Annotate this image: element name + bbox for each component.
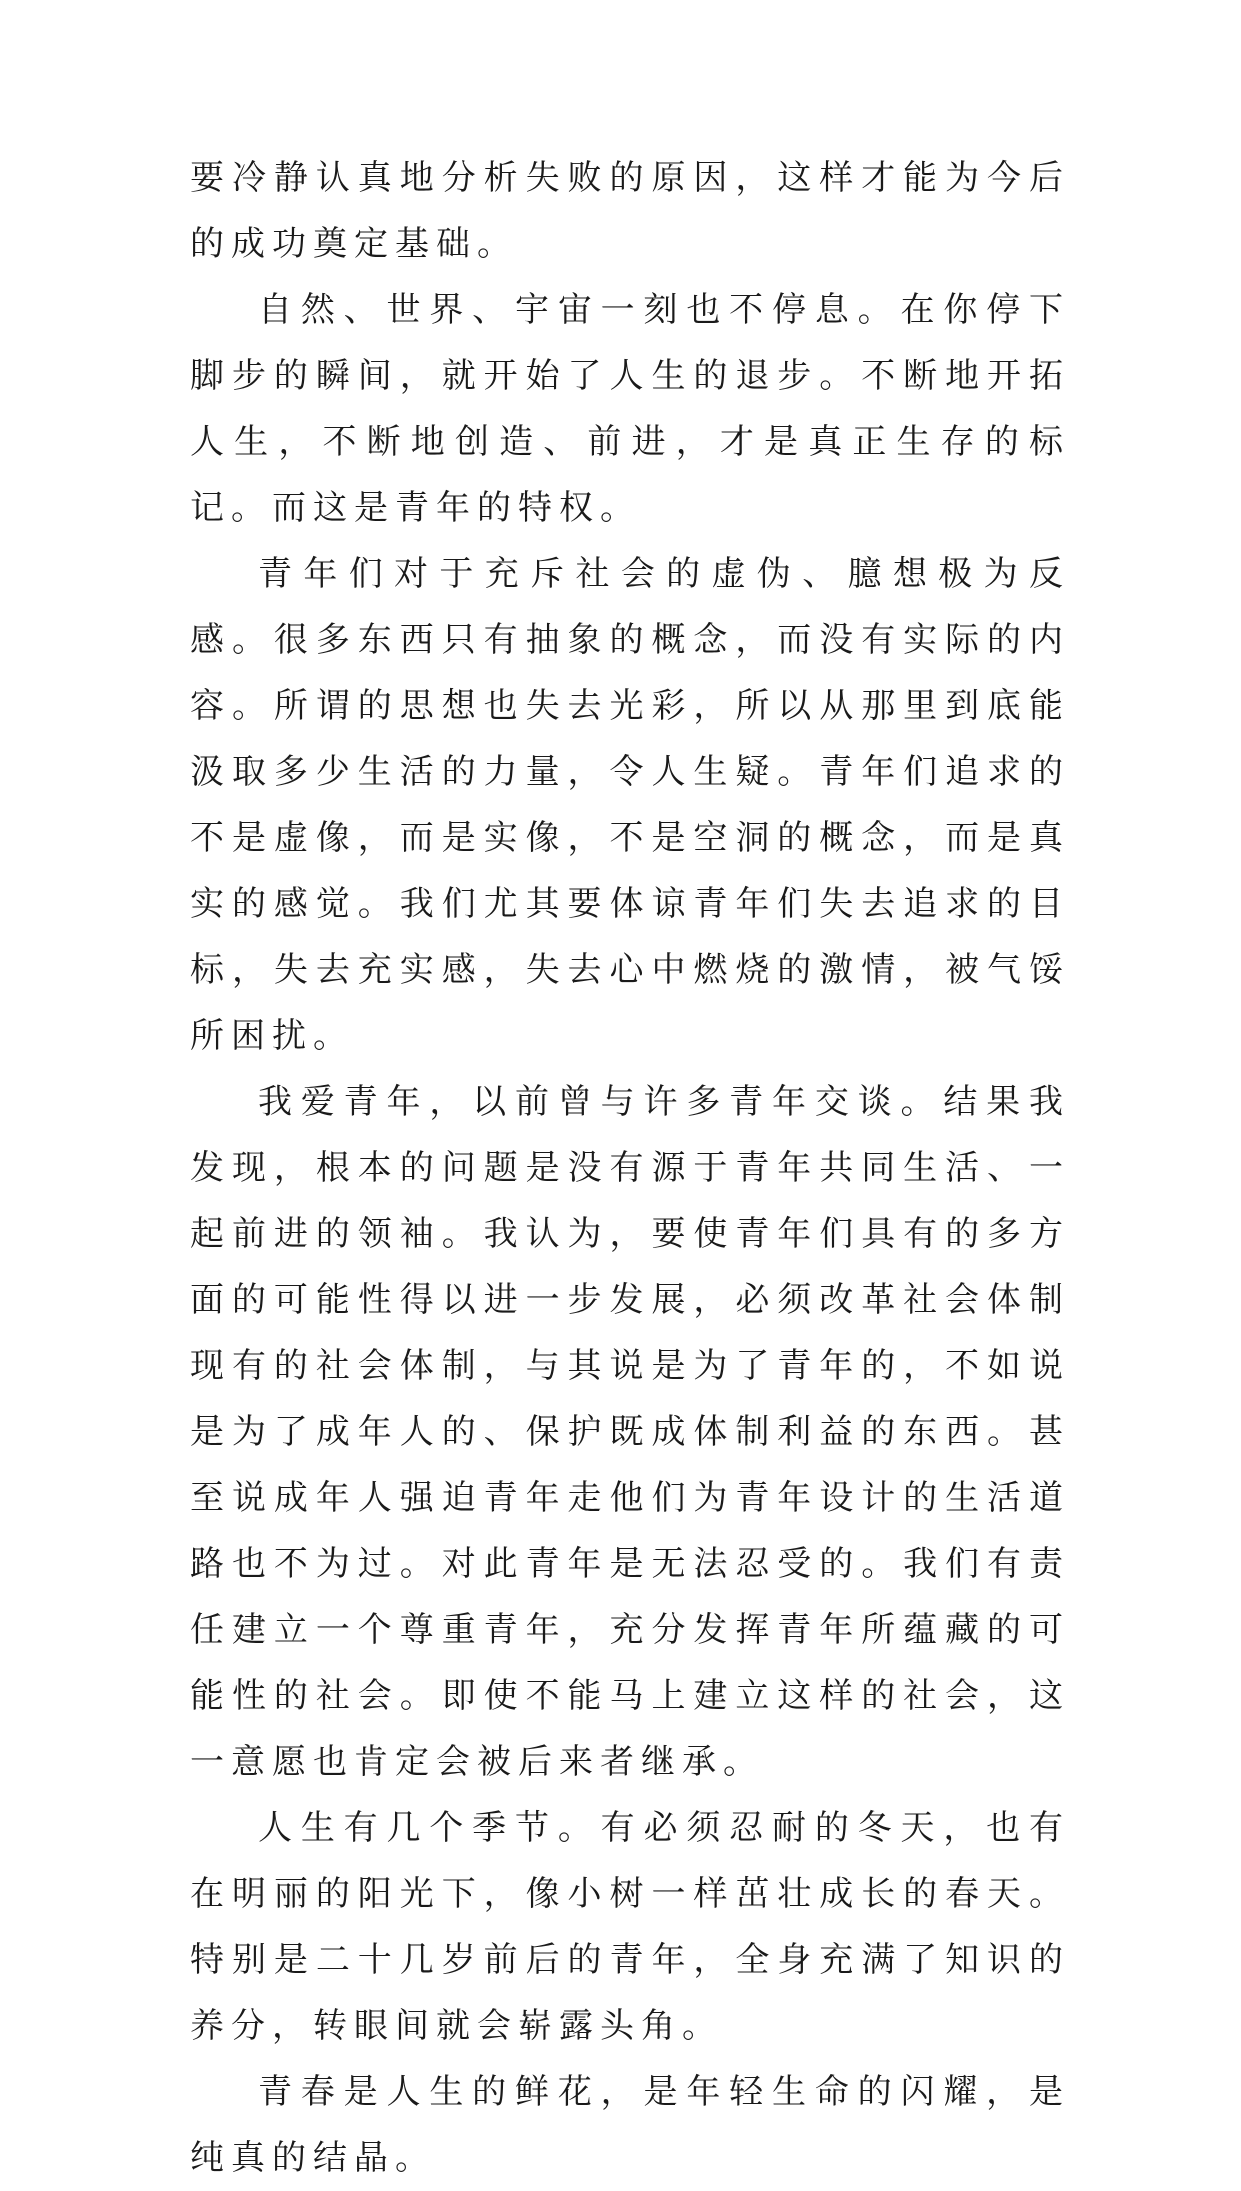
document-body [190,145,1070,2191]
paragraph-6: 青春是人生的鲜花，是年轻生命的闪耀，是纯真的结晶。 [190,2072,1070,2178]
paragraph-3: 青年们对于充斥社会的虚伪、臆想极为反感。很多东西只有抽象的概念，而没有实际的内容。所谓的思想也失去光彩，所以从那里到底能汲取多少生活的力量，令人生疑。青年们追求的不是虚像，而是实像，不是空洞的概念，而是真实的感觉。我们尤其要体谅青年们失去追求的目标，失去充实感，失去心中燃烧的激情，被气馁所困扰。 [190,554,1070,1056]
paragraph-4: 我爱青年，以前曾与许多青年交谈。结果我发现，根本的问题是没有源于青年共同生活、一起前进的领袖。我认为，要使青年们具有的多方面的可能性得以进一步发展，必须改革社会体制现有的社会体制，与其说是为了青年的，不如说是为了成年人的、保护既成体制利益的东西。甚至说成年人强迫青年走他们为青年设计的生活道路也不为过。对此青年是无法忍受的。我们有责任建立一个尊重青年，充分发挥青年所蕴藏的可能性的社会。即使不能马上建立这样的社会，这一意愿也肯定会被后来者继承。 [190,1082,1070,1782]
paragraph-5: 人生有几个季节。有必须忍耐的冬天，也有在明丽的阳光下，像小树一样茁壮成长的春天。特别是二十几岁前后的青年，全身充满了知识的养分，转眼间就会崭露头角。 [190,1808,1070,2046]
paragraph-2: 自然、世界、宇宙一刻也不停息。在你停下脚步的瞬间，就开始了人生的退步。不断地开拓人生，不断地创造、前进，才是真正生存的标记。而这是青年的特权。 [190,290,1070,528]
paragraph-1: 要冷静认真地分析失败的原因，这样才能为今后的成功奠定基础。 [190,158,1070,264]
